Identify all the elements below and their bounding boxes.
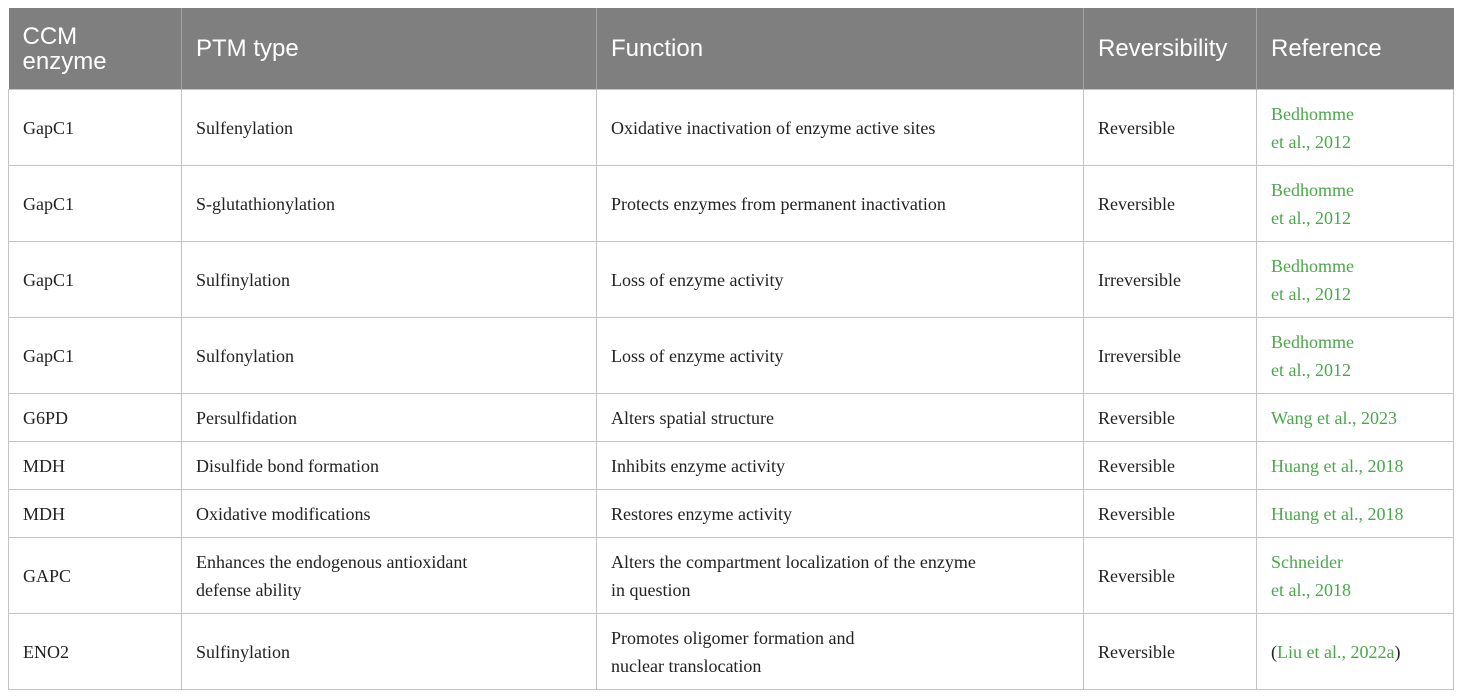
table-row — [9, 538, 1454, 614]
reference-link[interactable]: Huang et al., 2018 — [1271, 455, 1404, 476]
cell-reference — [1257, 442, 1454, 490]
cell-ptm-type: Sulfinylation — [182, 614, 597, 690]
cell-function: Inhibits enzyme activity — [597, 442, 1084, 490]
cell-reference — [1257, 166, 1454, 242]
cell-enzyme: GapC1 — [9, 242, 182, 318]
cell-function: Protects enzymes from permanent inactivation — [597, 166, 1084, 242]
cell-function: Alters the compartment localization of the enzyme in question — [597, 538, 1084, 614]
reference-link[interactable]: Schneider et al., 2018 — [1271, 551, 1351, 600]
cell-reversibility: Irreversible — [1084, 318, 1257, 394]
cell-function: Loss of enzyme activity — [597, 242, 1084, 318]
cell-reversibility: Reversible — [1084, 490, 1257, 538]
cell-function: Promotes oligomer formation and nuclear translocation — [597, 614, 1084, 690]
cell-function: Oxidative inactivation of enzyme active sites — [597, 90, 1084, 166]
cell-ptm-type: Sulfinylation — [182, 242, 597, 318]
col-header-function: Function — [597, 8, 1084, 90]
cell-enzyme: ENO2 — [9, 614, 182, 690]
cell-reversibility: Reversible — [1084, 394, 1257, 442]
cell-reversibility: Reversible — [1084, 166, 1257, 242]
reference-link[interactable]: Huang et al., 2018 — [1271, 503, 1404, 524]
cell-enzyme: GapC1 — [9, 318, 182, 394]
cell-enzyme: GapC1 — [9, 90, 182, 166]
cell-function: Loss of enzyme activity — [597, 318, 1084, 394]
table-row — [9, 90, 1454, 166]
cell-reference — [1257, 394, 1454, 442]
cell-enzyme: MDH — [9, 442, 182, 490]
cell-ptm-type: Sulfenylation — [182, 90, 597, 166]
table-row — [9, 394, 1454, 442]
cell-ptm-type: Disulfide bond formation — [182, 442, 597, 490]
table-row — [9, 166, 1454, 242]
table-header-row — [9, 8, 1454, 90]
table-row — [9, 442, 1454, 490]
paren-open: ( — [1271, 641, 1277, 662]
cell-ptm-type: S-glutathionylation — [182, 166, 597, 242]
cell-enzyme: MDH — [9, 490, 182, 538]
cell-reversibility: Reversible — [1084, 538, 1257, 614]
cell-reference — [1257, 614, 1454, 690]
cell-function: Restores enzyme activity — [597, 490, 1084, 538]
table-row — [9, 242, 1454, 318]
cell-ptm-type: Sulfonylation — [182, 318, 597, 394]
col-header-reversibility: Reversibility — [1084, 8, 1257, 90]
cell-reference — [1257, 490, 1454, 538]
paren-close: ) — [1394, 641, 1401, 662]
table-row — [9, 614, 1454, 690]
cell-reference — [1257, 90, 1454, 166]
reference-link[interactable]: Bedhomme et al., 2012 — [1271, 255, 1354, 304]
cell-ptm-type: Persulfidation — [182, 394, 597, 442]
cell-enzyme: GAPC — [9, 538, 182, 614]
reference-link[interactable]: Bedhomme et al., 2012 — [1271, 331, 1354, 380]
reference-link[interactable]: Bedhomme et al., 2012 — [1271, 179, 1354, 228]
cell-enzyme: G6PD — [9, 394, 182, 442]
cell-ptm-type: Oxidative modifications — [182, 490, 597, 538]
cell-ptm-type: Enhances the endogenous antioxidant defense ability — [182, 538, 597, 614]
reference-link[interactable]: Liu et al., 2022a — [1277, 641, 1395, 662]
cell-reference — [1257, 242, 1454, 318]
col-header-reference: Reference — [1257, 8, 1454, 90]
cell-reference — [1257, 318, 1454, 394]
reference-link[interactable]: Wang et al., 2023 — [1271, 407, 1398, 428]
cell-reversibility: Reversible — [1084, 442, 1257, 490]
cell-reference — [1257, 538, 1454, 614]
cell-enzyme: GapC1 — [9, 166, 182, 242]
ptm-table — [8, 8, 1454, 690]
col-header-enzyme: CCM enzyme — [9, 8, 182, 90]
cell-function: Alters spatial structure — [597, 394, 1084, 442]
cell-reversibility: Reversible — [1084, 90, 1257, 166]
table-row — [9, 318, 1454, 394]
cell-reversibility: Reversible — [1084, 614, 1257, 690]
table-row — [9, 490, 1454, 538]
cell-reversibility: Irreversible — [1084, 242, 1257, 318]
reference-link[interactable]: Bedhomme et al., 2012 — [1271, 103, 1354, 152]
col-header-ptm-type: PTM type — [182, 8, 597, 90]
